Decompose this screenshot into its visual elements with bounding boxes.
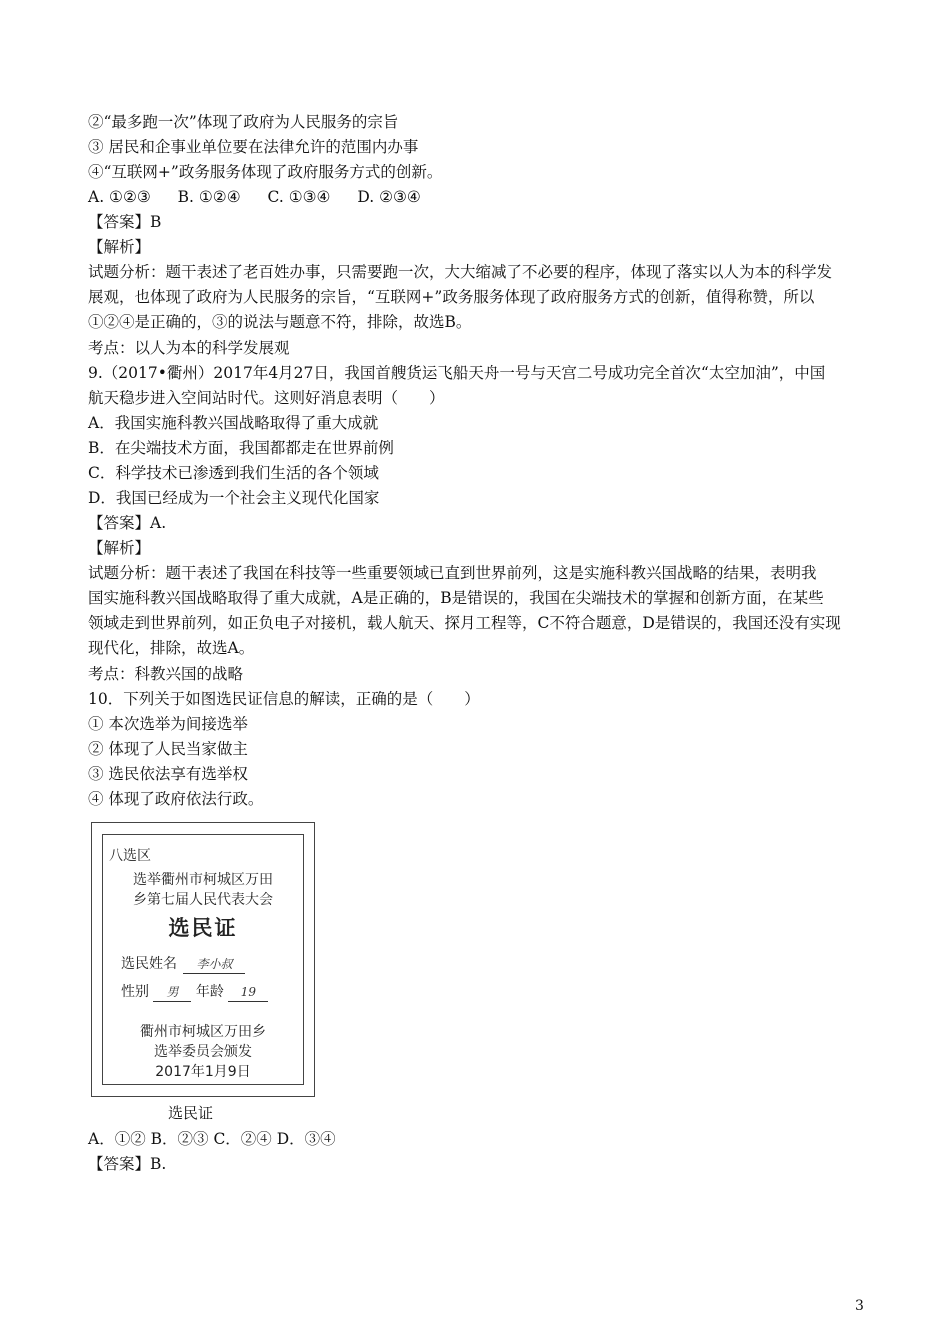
q9-option-d: D．我国已经成为一个社会主义现代化国家 [88, 489, 380, 507]
voter-card-line: 乡第七届人民代表大会 [133, 892, 273, 908]
q8-choice-d: D. ②③④ [357, 188, 421, 206]
page-number: 3 [855, 1298, 864, 1314]
q9-knowledge-point: 考点：科教兴国的战略 [88, 665, 244, 683]
figure-caption: 选民证 [168, 1104, 214, 1122]
q9-analysis-line: 领域走到世界前列，如正负电子对接机，载人航天、探月工程等，C不符合题意，D是错误的，我国还没有实现 [88, 614, 841, 632]
q8-analysis-heading: 【解析】 [88, 238, 151, 256]
q8-knowledge-point: 考点：以人为本的科学发展观 [88, 339, 290, 357]
q8-choice-c: C. ①③④ [267, 188, 331, 206]
q8-option-2: ②“最多跑一次”体现了政府为人民服务的宗旨 [88, 113, 399, 131]
voter-card-date: 2017年1月9日 [155, 1064, 251, 1080]
voter-card [102, 834, 304, 1085]
voter-card-name-value: 李小叔 [183, 955, 245, 974]
voter-card-title: 选民证 [168, 916, 238, 940]
q9-answer: 【答案】A. [88, 514, 167, 532]
q9-analysis-line: 国实施科教兴国战略取得了重大成就，A是正确的，B是错误的，我国在尖端技术的掌握和创新方面，在某些 [88, 589, 824, 607]
q8-analysis-line: 试题分析：题干表述了老百姓办事，只需要跑一次，大大缩减了不必要的程序，体现了落实以人为本的科学发 [88, 263, 833, 281]
voter-card-name-row [121, 955, 245, 974]
q9-option-c: C．科学技术已渗透到我们生活的各个领域 [88, 464, 379, 482]
q9-option-a: A．我国实施科教兴国战略取得了重大成就 [88, 414, 379, 432]
q8-option-3: ③ 居民和企事业单位要在法律允许的范围内办事 [88, 138, 419, 156]
q9-option-b: B．在尖端技术方面，我国都都走在世界前例 [88, 439, 394, 457]
q10-option-2: ② 体现了人民当家做主 [88, 740, 248, 758]
q8-choice-a: A. ①②③ [88, 188, 151, 206]
q8-choices [88, 185, 878, 209]
q9-stem-line: 9.（2017•衢州）2017年4月27日，我国首艘货运飞船天舟一号与天宫二号成功完全首次“太空加油”，中国 [88, 364, 826, 382]
q9-analysis-heading: 【解析】 [88, 539, 151, 557]
voter-card-age-value: 19 [228, 983, 268, 1002]
q8-analysis-line: 展观，也体现了政府为人民服务的宗旨，“互联网+”政务服务体现了政府服务方式的创新，值得称赞，所以 [88, 288, 815, 306]
voter-card-gender-value: 男 [153, 983, 191, 1002]
q8-answer: 【答案】B [88, 213, 162, 231]
voter-card-name-label: 选民姓名 [121, 956, 177, 972]
q8-choice-b: B. ①②④ [177, 188, 241, 206]
q8-option-4: ④“互联网+”政务服务体现了政府服务方式的创新。 [88, 163, 443, 181]
voter-card-age-label: 年龄 [195, 984, 224, 1000]
q9-analysis-line: 现代化，排除，故选A。 [88, 639, 255, 657]
voter-card-line: 选举衢州市柯城区万田 [133, 872, 273, 888]
q10-option-3: ③ 选民依法享有选举权 [88, 765, 248, 783]
voter-card-gender-age-row [121, 983, 268, 1002]
q10-option-4: ④ 体现了政府依法行政。 [88, 790, 264, 808]
q10-stem: 10．下列关于如图选民证信息的解读，正确的是（ ） [88, 690, 480, 708]
q8-analysis-line: ①②④是正确的，③的说法与题意不符，排除，故选B。 [88, 313, 472, 331]
voter-card-issuer: 选举委员会颁发 [154, 1044, 252, 1060]
q9-stem-line: 航天稳步进入空间站时代。这则好消息表明（ ） [88, 389, 445, 407]
voter-card-district: 八选区 [109, 848, 151, 864]
q10-answer: 【答案】B. [88, 1155, 167, 1173]
voter-card-figure [91, 822, 315, 1097]
voter-card-issuer: 衢州市柯城区万田乡 [140, 1024, 266, 1040]
q10-choices: A．①② B．②③ C．②④ D．③④ [88, 1130, 336, 1148]
voter-card-gender-label: 性别 [121, 984, 149, 1000]
q9-analysis-line: 试题分析：题干表述了我国在科技等一些重要领域已直到世界前列，这是实施科教兴国战略的结果，表明我 [88, 564, 817, 582]
q10-option-1: ① 本次选举为间接选举 [88, 715, 248, 733]
